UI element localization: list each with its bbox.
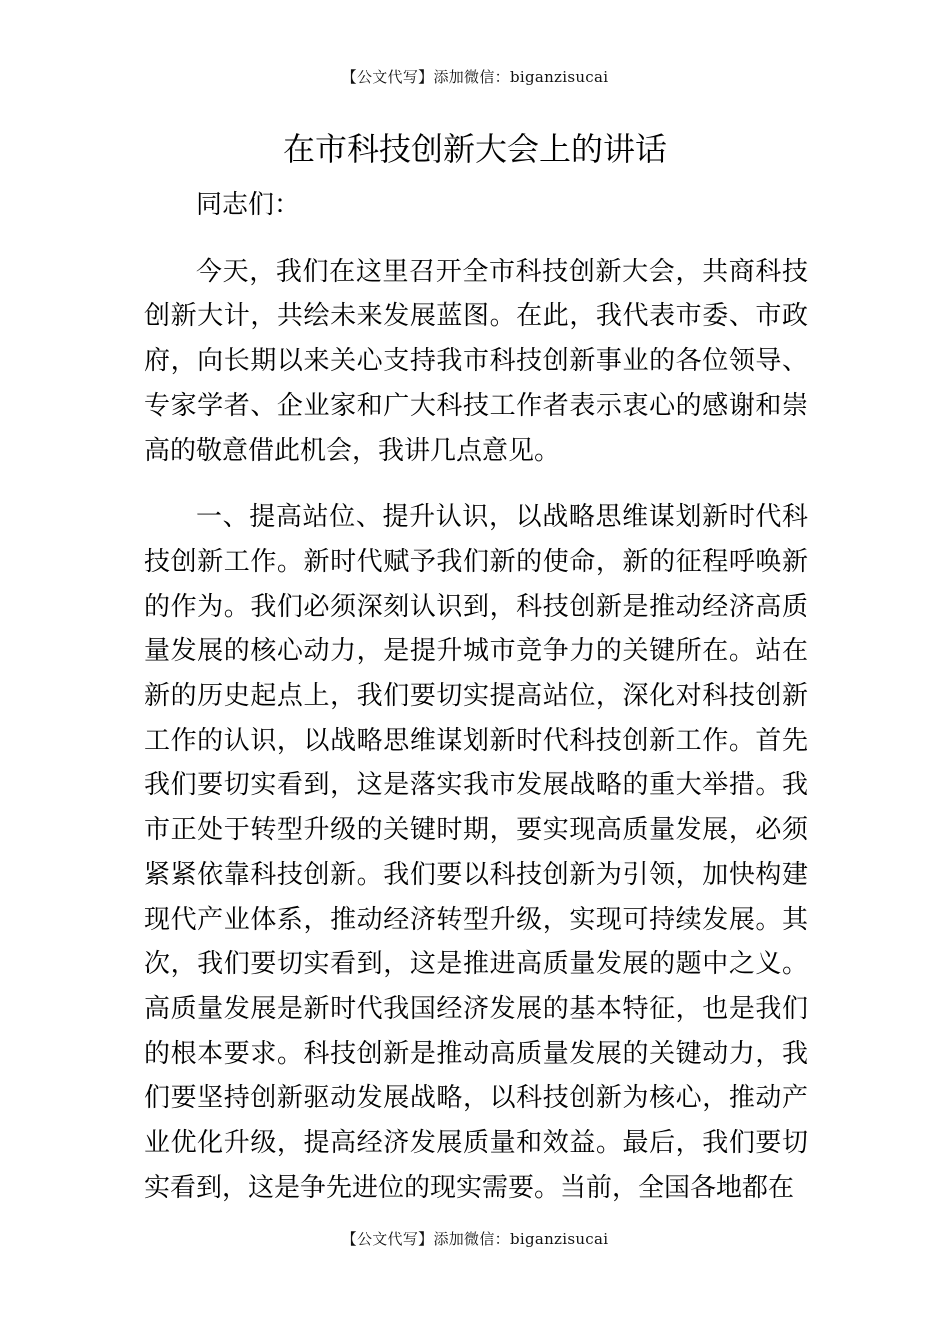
document-body [144, 183, 808, 1210]
paragraph-2: 一、提高站位、提升认识，以战略思维谋划新时代科技创新工作。新时代赋予我们新的使命，新的征程呼唤新的作为。我们必须深刻认识到，科技创新是推动经济高质量发展的核心动力，是提升城市竞争力的关键所在。站在新的历史起点上，我们要切实提高站位，深化对科技创新工作的认识，以战略思维谋划新时代科技创新工作。首先我们要切实看到，这是落实我市发展战略的重大举措。我市正处于转型升级的关键时期，要实现高质量发展，必须紧紧依靠科技创新。我们要以科技创新为引领，加快构建现代产业体系，推动经济转型升级，实现可持续发展。其次，我们要切实看到，这是推进高质量发展的题中之义。高质量发展是新时代我国经济发展的基本特征，也是我们的根本要求。科技创新是推动高质量发展的关键动力，我们要坚持创新驱动发展战略，以科技创新为核心，推动产业优化升级，提高经济发展质量和效益。最后，我们要切实看到，这是争先进位的现实需要。当前，全国各地都在 [144, 502, 808, 1203]
page-footer-watermark: 【公文代写】添加微信：biganzisucai [341, 1230, 609, 1248]
page-header-watermark: 【公文代写】添加微信：biganzisucai [341, 68, 609, 86]
salutation: 同志们： [196, 190, 301, 220]
paragraph-1: 今天，我们在这里召开全市科技创新大会，共商科技创新大计，共绘未来发展蓝图。在此，我代表市委、市政府，向长期以来关心支持我市科技创新事业的各位领导、专家学者、企业家和广大科技工作者表示衷心的感谢和崇高的敬意借此机会，我讲几点意见。 [144, 256, 808, 466]
document-title: 在市科技创新大会上的讲话 [282, 130, 667, 168]
